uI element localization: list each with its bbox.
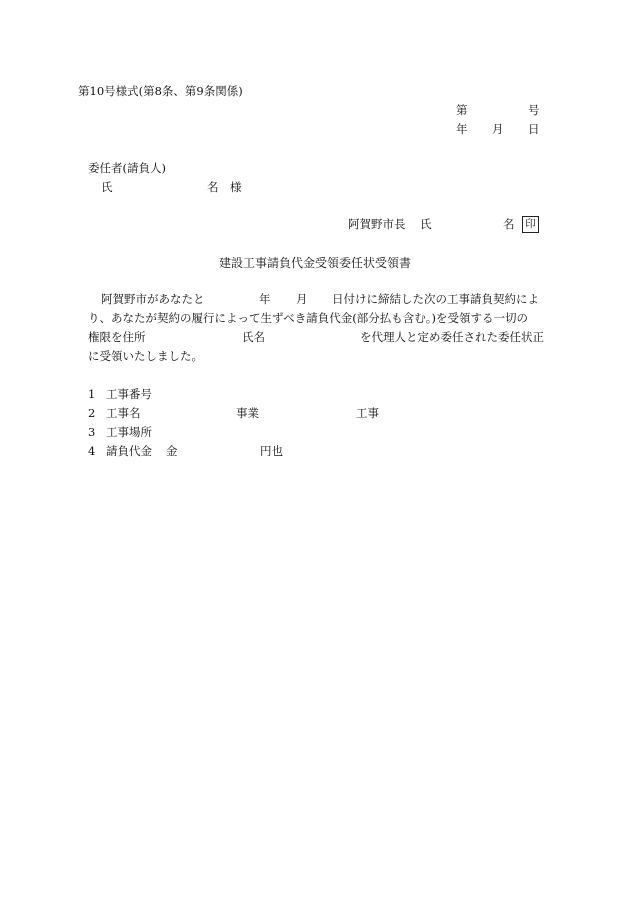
recipient-name-left: 氏 bbox=[420, 217, 432, 231]
delegator-name-left: 氏 bbox=[101, 180, 113, 194]
item-2-number: 2 bbox=[88, 406, 96, 420]
seal-mark: 印 bbox=[522, 216, 539, 233]
form-label: 第10号様式(第8条、第9条関係) bbox=[78, 84, 243, 98]
recipient-name-right: 名 bbox=[503, 217, 515, 231]
item-2-end: 工事 bbox=[356, 406, 379, 420]
body-line3-a: 権限を住所 bbox=[88, 330, 146, 344]
item-2-mid: 事業 bbox=[236, 406, 259, 420]
date-year: 年 bbox=[456, 122, 468, 136]
delegator-name-right: 名 bbox=[207, 180, 219, 194]
body-line3-b: 氏名 bbox=[242, 330, 265, 344]
item-4-prefix: 金 bbox=[166, 444, 178, 458]
body-line3-c: を代理人と定め委任された委任状正 bbox=[360, 330, 544, 344]
doc-number-prefix: 第 bbox=[456, 103, 468, 117]
body-line2: り、あなたが契約の履行によって生ずべき請負代金(部分払も含む。)を受領する一切の bbox=[88, 311, 528, 325]
date-month: 月 bbox=[492, 122, 504, 136]
delegator-honorific: 様 bbox=[230, 180, 242, 194]
document-title: 建設工事請負代金受領委任状受領書 bbox=[219, 256, 412, 270]
recipient-office: 阿賀野市長 bbox=[348, 217, 406, 231]
doc-number-suffix: 号 bbox=[528, 103, 540, 117]
body-line1-b: 日付けに締結した次の工事請負契約によ bbox=[332, 292, 539, 306]
item-3-label: 工事場所 bbox=[106, 425, 152, 439]
item-1-label: 工事番号 bbox=[106, 387, 152, 401]
item-1-number: 1 bbox=[88, 387, 96, 401]
item-4-label: 請負代金 bbox=[106, 444, 152, 458]
item-4-number: 4 bbox=[88, 444, 96, 458]
body-line1-a: 阿賀野市があなたと bbox=[101, 292, 205, 306]
item-3-number: 3 bbox=[88, 425, 96, 439]
delegator-title: 委任者(請負人) bbox=[88, 161, 166, 175]
date-day: 日 bbox=[528, 122, 540, 136]
item-4-suffix: 円也 bbox=[260, 444, 283, 458]
item-2-label: 工事名 bbox=[106, 406, 141, 420]
body-line1-month: 月 bbox=[296, 292, 308, 306]
body-line4: に受領いたしました。 bbox=[88, 349, 203, 363]
body-line1-year: 年 bbox=[259, 292, 271, 306]
